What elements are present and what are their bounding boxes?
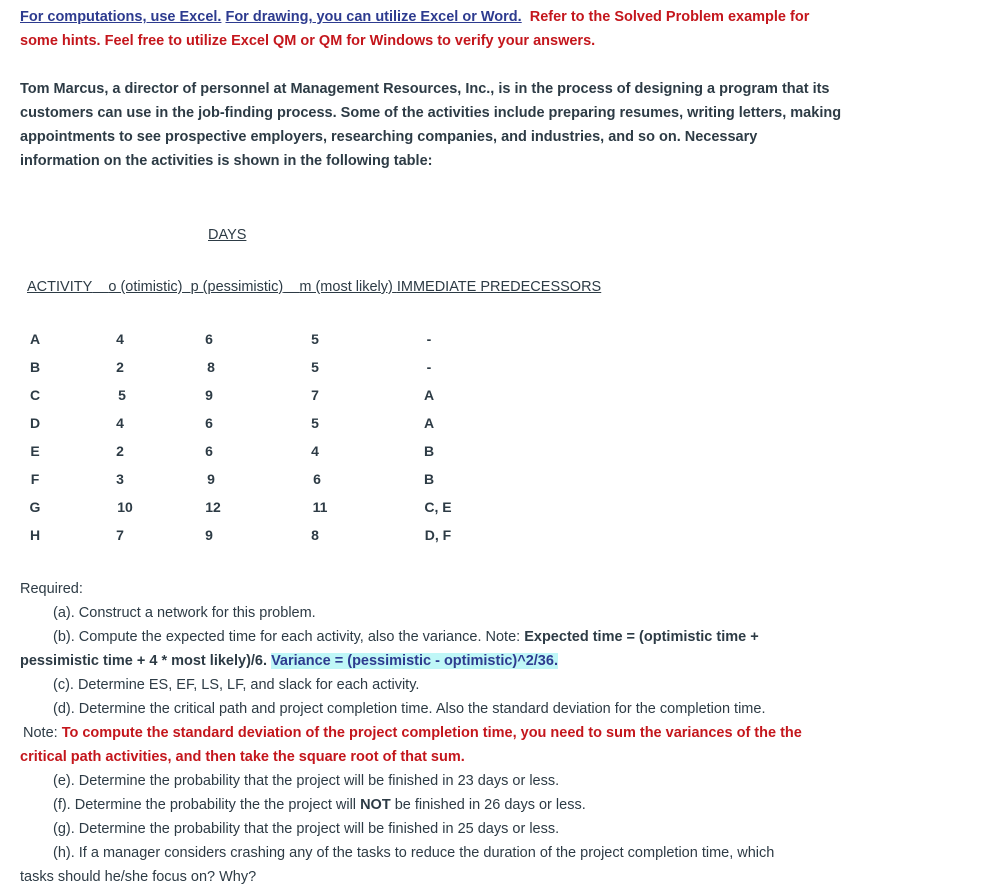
cell-optimistic: 10: [117, 499, 133, 515]
cell-pessimistic: 6: [205, 443, 213, 459]
cell-optimistic: 4: [116, 415, 124, 431]
required-b-prefix: (b). Compute the expected time for each activity, also the variance. Note:: [53, 629, 525, 645]
instruction-drawing: For drawing, you can utilize Excel or Word.: [225, 9, 522, 25]
header-pessimistic: p (pessimistic): [190, 279, 284, 295]
required-note-red-1: To compute the standard deviation of the project completion time, you need to sum the variances of the the: [61, 725, 802, 741]
cell-activity: F: [30, 471, 40, 487]
intro-line-2: customers can use in the job-finding process. Some of the activities include preparing resumes, writing letters, making: [20, 105, 842, 121]
header-predecessors: IMMEDIATE PREDECESSORS: [396, 279, 602, 295]
intro-line-4: information on the activities is shown in the following table:: [20, 153, 433, 169]
cell-most-likely: 7: [311, 387, 319, 403]
cell-pessimistic: 8: [207, 359, 215, 375]
cell-predecessors: -: [426, 331, 432, 347]
cell-optimistic: 4: [116, 331, 124, 347]
cell-pessimistic: 6: [205, 331, 213, 347]
cell-optimistic: 7: [116, 527, 124, 543]
required-note-prefix: Note:: [23, 725, 62, 741]
cell-predecessors: B: [423, 443, 435, 459]
cell-most-likely: 8: [311, 527, 319, 543]
instructions-line-2: some hints. Feel free to utilize Excel QM or QM for Windows to verify your answers.: [20, 33, 596, 49]
required-f-prefix: (f). Determine the probability the the project will: [53, 797, 361, 813]
intro-line-1: Tom Marcus, a director of personnel at Management Resources, Inc., is in the process of designing a program that its: [20, 81, 830, 97]
intro-line-3: appointments to see prospective employers, researching companies, and industries, and so on. Necessary: [20, 129, 758, 145]
table-header-row: [27, 279, 601, 295]
required-e: (e). Determine the probability that the project will be finished in 23 days or less.: [53, 773, 560, 789]
required-b-line-2: [20, 653, 558, 669]
required-f-bold: NOT: [360, 797, 391, 813]
cell-optimistic: 5: [118, 387, 126, 403]
cell-activity: C: [29, 387, 41, 403]
required-note: [23, 725, 802, 741]
required-title: Required:: [20, 581, 83, 597]
required-h: (h). If a manager considers crashing any of the tasks to reduce the duration of the project completion time, which: [53, 845, 775, 861]
days-label: DAYS: [208, 227, 247, 243]
instructions-line-1: [20, 9, 809, 25]
cell-activity: E: [30, 443, 40, 459]
cell-activity: G: [29, 499, 41, 515]
required-b: [53, 629, 759, 645]
cell-most-likely: 5: [311, 331, 319, 347]
cell-predecessors: D, F: [424, 527, 452, 543]
header-most-likely: m (most likely): [299, 279, 393, 295]
cell-predecessors: C, E: [424, 499, 452, 515]
cell-predecessors: A: [423, 415, 435, 431]
cell-pessimistic: 12: [205, 499, 221, 515]
cell-optimistic: 2: [116, 443, 124, 459]
cell-predecessors: A: [423, 387, 435, 403]
required-b-bold: Expected time = (optimistic time +: [524, 629, 759, 645]
cell-activity: D: [29, 415, 41, 431]
required-c: (c). Determine ES, EF, LS, LF, and slack for each activity.: [53, 677, 420, 693]
header-activity: ACTIVITY: [27, 279, 93, 295]
cell-optimistic: 3: [116, 471, 124, 487]
cell-most-likely: 4: [311, 443, 319, 459]
header-optimistic: o (otimistic): [108, 279, 183, 295]
cell-predecessors: -: [426, 359, 432, 375]
cell-activity: H: [29, 527, 41, 543]
variance-formula: Variance = (pessimistic - optimistic)^2/36.: [271, 653, 558, 669]
cell-most-likely: 5: [311, 359, 319, 375]
cell-optimistic: 2: [116, 359, 124, 375]
required-g: (g). Determine the probability that the project will be finished in 25 days or less.: [53, 821, 560, 837]
required-f-suffix: be finished in 26 days or less.: [390, 797, 586, 813]
cell-pessimistic: 9: [205, 527, 213, 543]
cell-pessimistic: 9: [207, 471, 215, 487]
required-note-line-2: critical path activities, and then take the square root of that sum.: [20, 749, 465, 765]
required-b-line2-bold: pessimistic time + 4 * most likely)/6.: [20, 653, 268, 669]
cell-most-likely: 6: [313, 471, 321, 487]
cell-pessimistic: 9: [205, 387, 213, 403]
required-f: [53, 797, 586, 813]
cell-activity: A: [29, 331, 41, 347]
cell-activity: B: [29, 359, 41, 375]
cell-most-likely: 5: [311, 415, 319, 431]
instruction-solved-problem: Refer to the Solved Problem example for: [529, 9, 810, 25]
cell-pessimistic: 6: [205, 415, 213, 431]
cell-predecessors: B: [423, 471, 435, 487]
instruction-excel: For computations, use Excel.: [20, 9, 222, 25]
required-a: (a). Construct a network for this problem.: [53, 605, 316, 621]
cell-most-likely: 11: [312, 499, 328, 515]
required-h-line-2: tasks should he/she focus on? Why?: [20, 869, 257, 885]
required-d: (d). Determine the critical path and project completion time. Also the standard deviation for the completion time.: [53, 701, 766, 717]
